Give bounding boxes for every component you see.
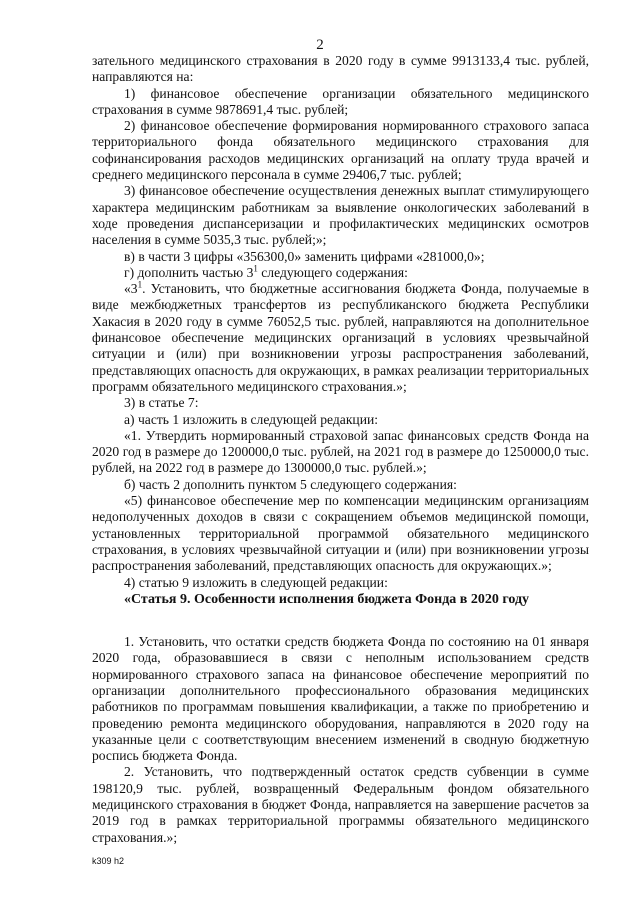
paragraph bbox=[92, 265, 589, 281]
paragraph: 3) финансовое обеспечение осуществления денежных выплат стимулирующего характера медицинским работникам за выявление онкологических заболеваний в ходе проведения диспансеризации и профилактических медицинских осмотров населения в сумме 5035,3 тыс. рублей;»; bbox=[92, 183, 589, 248]
superscript: 1 bbox=[137, 279, 143, 290]
paragraph: «1. Утвердить нормированный страховой запас финансовых средств Фонда на 2020 год в размере до 1200000,0 тыс. рублей, на 2021 год в размере до 1250000,0 тыс. рублей, на 2022 год в размере до 1300000,0 тыс. рублей.»; bbox=[92, 427, 589, 476]
paragraph bbox=[92, 281, 589, 395]
paragraph: в) в части 3 цифры «356300,0» заменить цифрами «281000,0»; bbox=[124, 248, 485, 264]
paragraph: б) часть 2 дополнить пунктом 5 следующего содержания: bbox=[124, 476, 457, 492]
text-run: г) дополнить частью 3 bbox=[124, 264, 254, 280]
article-heading: «Статья 9. Особенности исполнения бюджета Фонда в 2020 году bbox=[124, 591, 530, 607]
paragraph: 2) финансовое обеспечение формирования нормированного страхового запаса территориального фонда обязательного медицинского страхования для софинансирования расходов медицинских организаций на оплату труда врачей и среднего медицинского персонала в сумме 29406,7 тыс. рублей; bbox=[92, 118, 589, 183]
paragraph: а) часть 1 изложить в следующей редакции: bbox=[124, 411, 379, 427]
page-number: 2 bbox=[316, 37, 324, 53]
paragraph: «5) финансовое обеспечение мер по компенсации медицинским организациям недополученных доходов в связи с сокращением объемов медицинской помощи, установленных территориальной программой обязательного медицинского страхования, в условиях чрезвычайной ситуации и (или) при возникновении угрозы распространения заболеваний, представляющих опасность для окружающих.»; bbox=[92, 493, 589, 574]
paragraph: 1) финансовое обеспечение организации обязательного медицинского страхования в сумме 9878691,4 тыс. рублей; bbox=[92, 85, 589, 117]
paragraph: 2. Установить, что подтвержденный остаток средств субвенции в сумме 198120,9 тыс. рублей, возвращенный Федеральным фондом обязательного медицинского страхования в бюджет Фонда, направляется на завершение расчетов за 2019 год в рамках территориальной программы обязательного медицинского страхования.»; bbox=[92, 764, 589, 845]
paragraph: 4) статью 9 изложить в следующей редакции: bbox=[124, 574, 388, 590]
document-body bbox=[92, 53, 589, 846]
text-run: . Установить, что бюджетные ассигнования бюджета Фонда, получаемые в виде межбюджетных трансфертов из республиканского бюджета Республики Хакасия в 2020 году в сумме 76052,5 тыс. рублей, направляются на дополнительное финансовое обеспечение медицинских организаций в условиях чрезвычайной ситуации и (или) при возникновении угрозы распространения заболеваний, представляющих опасность для окружающих, в рамках реализации территориальных программ обязательного медицинского страхования.»; bbox=[92, 281, 589, 394]
paragraph: зательного медицинского страхования в 2020 году в сумме 9913133,4 тыс. рублей, направляются на: bbox=[92, 53, 589, 85]
text-run: «3 bbox=[124, 281, 138, 297]
text-run: следующего содержания: bbox=[257, 264, 408, 280]
paragraph: 3) в статье 7: bbox=[124, 395, 199, 411]
footer-code: k309 h2 bbox=[92, 856, 125, 866]
paragraph: 1. Установить, что остатки средств бюджета Фонда по состоянию на 01 января 2020 года, образовавшиеся в связи с неполным использованием средств нормированного страхового запаса на финансовое обеспечение мероприятий по организации дополнительного профессионального образования медицинских работников по программам повышения квалификации, а также по приобретению и проведению ремонта медицинского оборудования, направляются в 2020 году на указанные цели с соответствующим внесением изменений в сводную бюджетную роспись бюджета Фонда. bbox=[92, 634, 589, 764]
superscript: 1 bbox=[253, 263, 258, 274]
